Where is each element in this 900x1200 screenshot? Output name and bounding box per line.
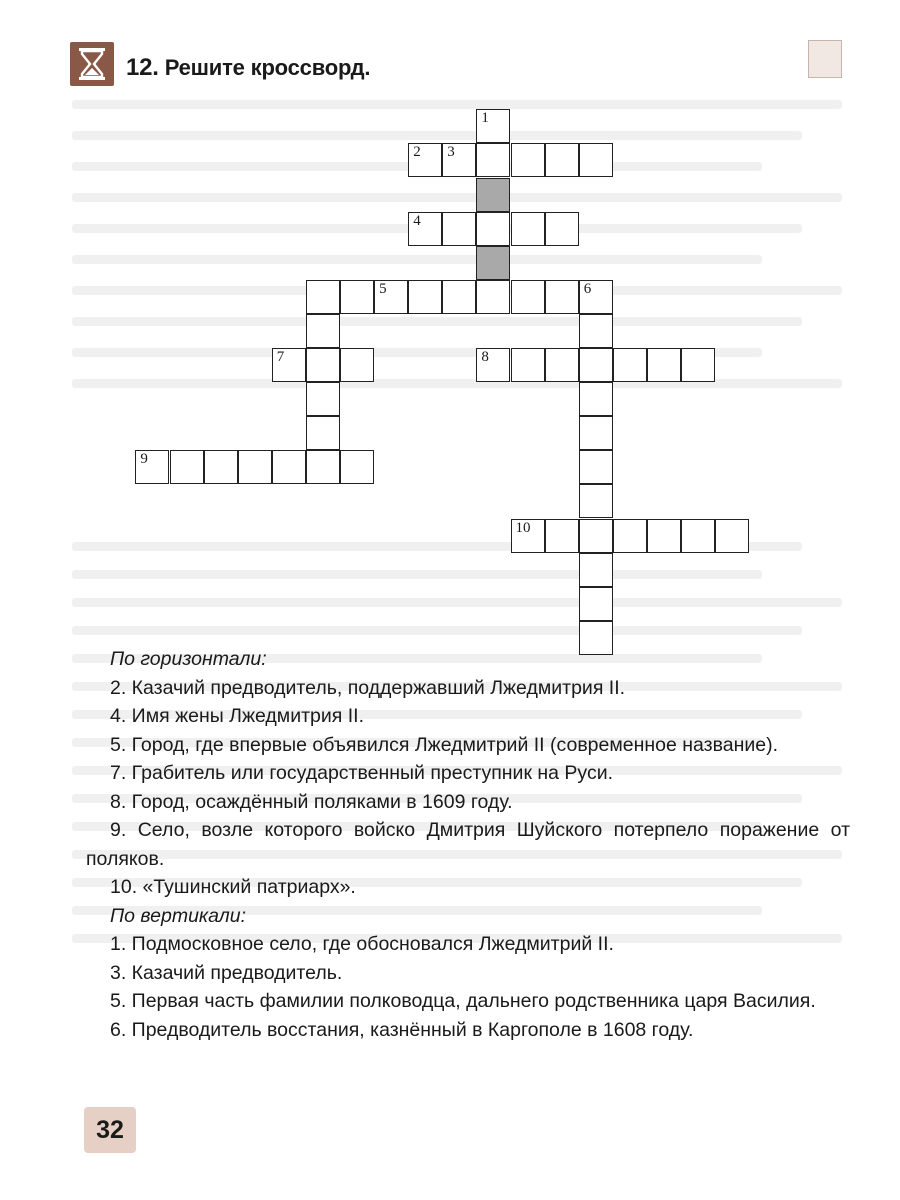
clue-number: 5	[379, 280, 387, 297]
crossword-cell[interactable]	[408, 280, 442, 314]
crossword-cell[interactable]	[135, 450, 169, 484]
clue-number: 3	[447, 144, 455, 161]
crossword-cell[interactable]	[442, 212, 476, 246]
crossword-cell[interactable]	[306, 450, 340, 484]
crossword-cell[interactable]	[579, 519, 613, 553]
crossword-cell[interactable]	[681, 519, 715, 553]
page-number: 32	[84, 1107, 136, 1153]
crossword-cell[interactable]	[340, 348, 374, 382]
crossword-cell[interactable]	[545, 212, 579, 246]
clue-down-3: 3. Казачий предводитель.	[110, 961, 343, 984]
crossword-cell[interactable]	[476, 280, 510, 314]
clue-across-4: 4. Имя жены Лжедмитрия II.	[110, 705, 365, 727]
crossword-cell[interactable]	[579, 280, 613, 314]
clue-number: 7	[276, 349, 285, 365]
crossword-cell[interactable]	[238, 450, 272, 484]
clue-down-1: 1. Подмосковное село, где обосновался Лжедмитрий II.	[110, 933, 614, 955]
crossword-cell[interactable]	[579, 450, 613, 484]
crossword-cell[interactable]	[647, 348, 681, 382]
crossword-cell[interactable]	[579, 143, 613, 177]
crossword-cell[interactable]	[545, 280, 579, 314]
crossword-cell[interactable]	[476, 212, 510, 246]
across-heading: По горизонтали:	[110, 648, 267, 670]
crossword-cell[interactable]	[272, 348, 306, 382]
crossword-cell[interactable]	[545, 143, 579, 177]
clue-across-2: 2. Казачий предводитель, поддержавший Лжедмитрия II.	[110, 676, 626, 699]
crossword-cell[interactable]	[476, 143, 510, 177]
crossword-cell[interactable]	[272, 450, 306, 484]
crossword-cell[interactable]	[511, 143, 545, 177]
crossword-cell[interactable]	[442, 280, 476, 314]
crossword-cell[interactable]	[613, 348, 647, 382]
clue-number: 9	[140, 451, 148, 468]
crossword-cell[interactable]	[579, 416, 613, 450]
crossword-cell[interactable]	[306, 348, 340, 382]
clue-number: 1	[481, 110, 489, 127]
crossword-cell[interactable]	[511, 280, 545, 314]
clue-number: 8	[481, 349, 489, 365]
crossword-cell[interactable]	[579, 587, 613, 621]
crossword-cell[interactable]	[647, 519, 681, 553]
crossword-cell[interactable]	[579, 348, 613, 382]
crossword-cell[interactable]	[511, 348, 545, 382]
crossword-cell[interactable]	[511, 212, 545, 246]
crossword-cell[interactable]	[613, 519, 647, 553]
crossword-cell[interactable]	[306, 314, 340, 348]
crossword-cell[interactable]	[511, 519, 545, 553]
crossword-cell[interactable]	[306, 382, 340, 416]
clue-number: 6	[583, 280, 592, 297]
clue-across-5: 5. Город, где впервые объявился Лжедмитрий II (современное название).	[110, 733, 779, 756]
clue-number: 10	[515, 519, 531, 536]
clue-down-5: 5. Первая часть фамилии полководца, дальнего родственника царя Василия.	[110, 990, 816, 1012]
crossword-cell[interactable]	[681, 348, 715, 382]
clue-number: 2	[413, 144, 421, 161]
crossword-cell[interactable]	[170, 450, 204, 484]
crossword-cell[interactable]	[204, 450, 238, 484]
crossword-cell[interactable]	[340, 450, 374, 484]
crossword-cell[interactable]	[340, 280, 374, 314]
clue-across-9: 9. Село, возле которого войско Дмитрия Шуйского потерпело поражение от поляков.	[86, 819, 850, 870]
down-heading: По вертикали:	[110, 904, 247, 927]
crossword-cell[interactable]	[476, 348, 510, 382]
task-text: Решите кроссворд.	[164, 55, 371, 80]
crossword-cell[interactable]	[545, 348, 579, 382]
crossword-cell[interactable]	[442, 143, 476, 177]
clue-down-6: 6. Предводитель восстания, казнённый в Каргополе в 1608 году.	[110, 1018, 694, 1041]
clues-section	[86, 645, 850, 1044]
crossword-cell[interactable]	[408, 143, 442, 177]
crossword-cell[interactable]	[476, 246, 510, 280]
crossword-cell[interactable]	[476, 109, 510, 143]
crossword-cell[interactable]	[374, 280, 408, 314]
task-number: 12.	[126, 54, 159, 81]
crossword-cell[interactable]	[579, 484, 613, 518]
clue-number: 4	[413, 212, 421, 229]
crossword-cell[interactable]	[306, 416, 340, 450]
crossword-cell[interactable]	[476, 178, 510, 212]
crossword-cell[interactable]	[306, 280, 340, 314]
clue-across-10: 10. «Тушинский патриарх».	[110, 876, 356, 898]
crossword-cell[interactable]	[408, 212, 442, 246]
clue-across-7: 7. Грабитель или государственный преступник на Руси.	[110, 762, 614, 784]
crossword-cell[interactable]	[579, 553, 613, 587]
crossword-cell[interactable]	[579, 382, 613, 416]
clue-across-8: 8. Город, осаждённый поляками в 1609 году.	[110, 790, 513, 813]
crossword-cell[interactable]	[715, 519, 749, 553]
crossword-cell[interactable]	[579, 314, 613, 348]
crossword-cell[interactable]	[545, 519, 579, 553]
